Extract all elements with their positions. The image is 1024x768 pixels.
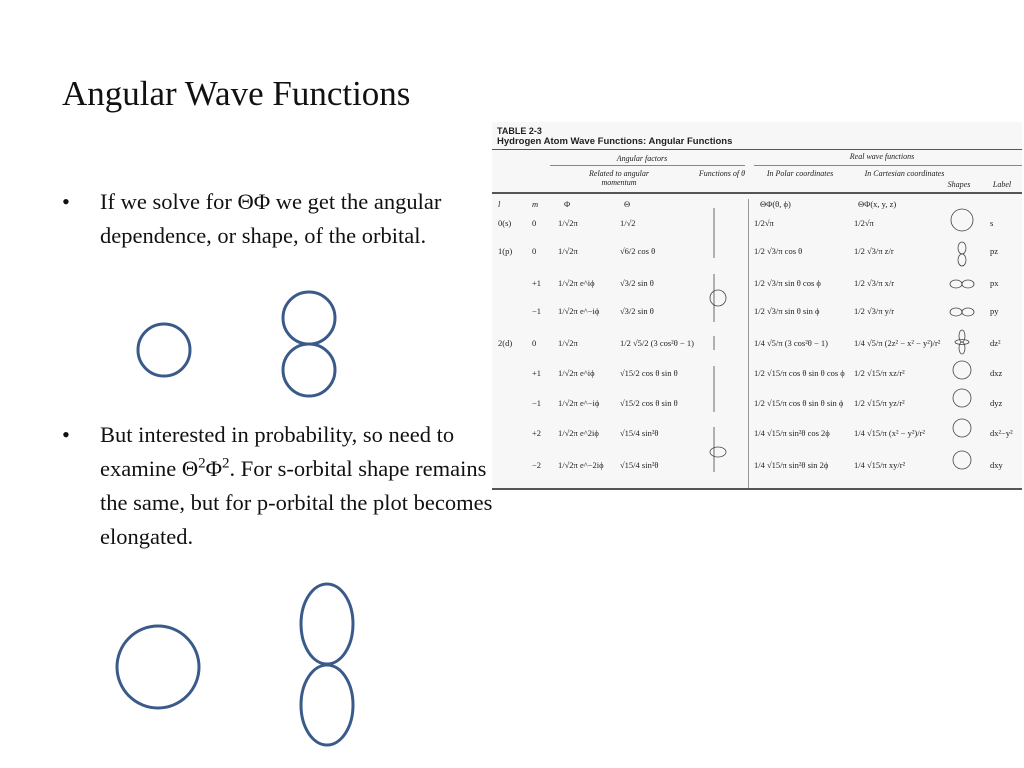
cell-cartesian: 1/4 √5/π (2z² − x² − y²)/r² — [854, 338, 941, 348]
cell-polar: 1/4 √5/π (3 cos²θ − 1) — [754, 338, 828, 348]
cell-polar: 1/4 √15/π sin²θ sin 2ϕ — [754, 460, 829, 470]
cell-l: 1(p) — [498, 246, 513, 256]
cell-theta: √3/2 sin θ — [620, 278, 654, 288]
cell-m: 0 — [532, 218, 537, 228]
cell-polar: 1/2 √3/π sin θ sin ϕ — [754, 306, 820, 316]
p-orbital-lobe-upper — [283, 292, 335, 344]
col-header-theta: Θ — [624, 199, 631, 209]
dz2-shape-icon — [959, 330, 965, 342]
superscript-2: 2 — [222, 455, 230, 472]
pz-shape-icon — [958, 254, 966, 266]
cell-label: dxy — [990, 460, 1003, 470]
cell-cartesian: 1/2 √3/π y/r — [854, 306, 895, 316]
cell-polar: 1/2 √3/π sin θ cos ϕ — [754, 278, 821, 288]
cell-theta: 1/2 √5/2 (3 cos²θ − 1) — [620, 338, 694, 348]
related-header: Related to angular momentum — [589, 169, 649, 187]
cell-cartesian: 1/4 √15/π xy/r² — [854, 460, 906, 470]
cell-label: px — [990, 278, 999, 288]
shapes-header: Shapes — [947, 180, 971, 189]
bullet-marker: • — [62, 189, 70, 214]
polar-header: In Polar coordinates — [766, 169, 834, 178]
cell-label: dyz — [990, 398, 1003, 408]
superscript-2: 2 — [198, 455, 206, 472]
cell-theta: √15/2 cos θ sin θ — [620, 398, 678, 408]
dxz-shape-icon — [953, 361, 971, 379]
cell-cartesian: 1/2 √3/π z/r — [854, 246, 894, 256]
cell-cartesian: 1/2√π — [854, 218, 874, 228]
cell-m: +1 — [532, 368, 542, 378]
p-orbital-lobe-lower — [283, 344, 335, 396]
cell-phi: 1/√2π e^−iϕ — [558, 398, 600, 408]
px-shape-icon — [950, 280, 962, 288]
cell-label: dxz — [990, 368, 1003, 378]
cell-theta: √15/4 sin²θ — [620, 460, 659, 470]
cell-m: −1 — [532, 306, 542, 316]
col-header-l: l — [498, 199, 501, 209]
bullet-2-text-c: . For s-orbital shape remains the same, but for p-orbital the plot becomes elongated. — [100, 456, 493, 549]
cell-theta: √6/2 cos θ — [620, 246, 656, 256]
table-shape-icons — [492, 122, 1022, 490]
cell-polar: 1/2 √3/π cos θ — [754, 246, 803, 256]
col-header-m: m — [532, 199, 539, 209]
cell-label: py — [990, 306, 999, 316]
dyz-shape-icon — [953, 389, 971, 407]
px-shape-icon — [962, 280, 974, 288]
cell-label: dx²−y² — [990, 428, 1013, 438]
pz-shape-icon — [958, 242, 966, 254]
cell-label: dz² — [990, 338, 1001, 348]
col-header-polar: ΘΦ(θ, ϕ) — [760, 199, 791, 209]
theta-function-plot — [710, 290, 726, 306]
cell-cartesian: 1/2 √15/π yz/r² — [854, 398, 905, 408]
cell-m: 0 — [532, 338, 537, 348]
cell-polar: 1/4 √15/π sin²θ cos 2ϕ — [754, 428, 830, 438]
cell-theta: √15/2 cos θ sin θ — [620, 368, 678, 378]
p-orbital-squared-lobe-lower — [301, 665, 353, 745]
cell-phi: 1/√2π — [558, 246, 578, 256]
cell-m: −1 — [532, 398, 542, 408]
bullet-2-text-b: Φ — [205, 456, 223, 481]
p-orbital-squared-lobe-upper — [301, 584, 353, 664]
cell-l: 0(s) — [498, 218, 512, 228]
theta-function-plot — [710, 447, 726, 457]
dxy-shape-icon — [953, 451, 971, 469]
cell-theta: √3/2 sin θ — [620, 306, 654, 316]
cartesian-header: In Cartesian coordinates — [864, 169, 945, 178]
hydrogen-angular-table — [492, 122, 1022, 490]
cell-l: 2(d) — [498, 338, 513, 348]
cell-polar: 1/2 √15/π cos θ sin θ sin ϕ — [754, 398, 844, 408]
cell-phi: 1/√2π — [558, 338, 578, 348]
s-orbital-circle — [138, 324, 190, 376]
cell-label: s — [990, 218, 994, 228]
cell-cartesian: 1/4 √15/π (x² − y²)/r² — [854, 428, 925, 438]
cell-phi: 1/√2π e^−iϕ — [558, 306, 600, 316]
cell-phi: 1/√2π e^iϕ — [558, 368, 595, 378]
py-shape-icon — [950, 308, 962, 316]
cell-cartesian: 1/2 √3/π x/r — [854, 278, 895, 288]
col-header-phi: Φ — [564, 199, 571, 209]
dz2-shape-icon — [959, 342, 965, 354]
angular-factors-header: Angular factors — [616, 154, 668, 163]
cell-m: 0 — [532, 246, 537, 256]
cell-polar: 1/2√π — [754, 218, 774, 228]
table-label: TABLE 2-3 — [497, 126, 542, 136]
bullet-marker: • — [62, 422, 70, 447]
bullet-1-text: If we solve for ΘΦ we get the angular dependence, or shape, of the orbital. — [100, 189, 442, 248]
cell-label: pz — [990, 246, 999, 256]
label-header: Label — [992, 180, 1012, 189]
dx2y2-shape-icon — [953, 419, 971, 437]
s-orbital-squared-circle — [117, 626, 199, 708]
cell-m: −2 — [532, 460, 542, 470]
s-shape-icon — [951, 209, 973, 231]
cell-phi: 1/√2π e^−2iϕ — [558, 460, 604, 470]
py-shape-icon — [962, 308, 974, 316]
cell-cartesian: 1/2 √15/π xz/r² — [854, 368, 905, 378]
real-functions-header: Real wave functions — [849, 152, 915, 161]
cell-theta: 1/√2 — [620, 218, 636, 228]
cell-theta: √15/4 sin²θ — [620, 428, 659, 438]
col-header-cartesian: ΘΦ(x, y, z) — [858, 199, 897, 209]
cell-phi: 1/√2π e^iϕ — [558, 278, 595, 288]
cell-phi: 1/√2π — [558, 218, 578, 228]
slide-title: Angular Wave Functions — [62, 74, 411, 113]
cell-polar: 1/2 √15/π cos θ sin θ cos ϕ — [754, 368, 845, 378]
cell-m: +1 — [532, 278, 542, 288]
table-caption: Hydrogen Atom Wave Functions: Angular Functions — [497, 136, 733, 147]
bullet-2-text-a: But interested in probability, so need to examine Θ — [100, 422, 455, 481]
cell-phi: 1/√2π e^2iϕ — [558, 428, 599, 438]
functions-header: Functions of θ — [698, 169, 746, 178]
cell-m: +2 — [532, 428, 542, 438]
